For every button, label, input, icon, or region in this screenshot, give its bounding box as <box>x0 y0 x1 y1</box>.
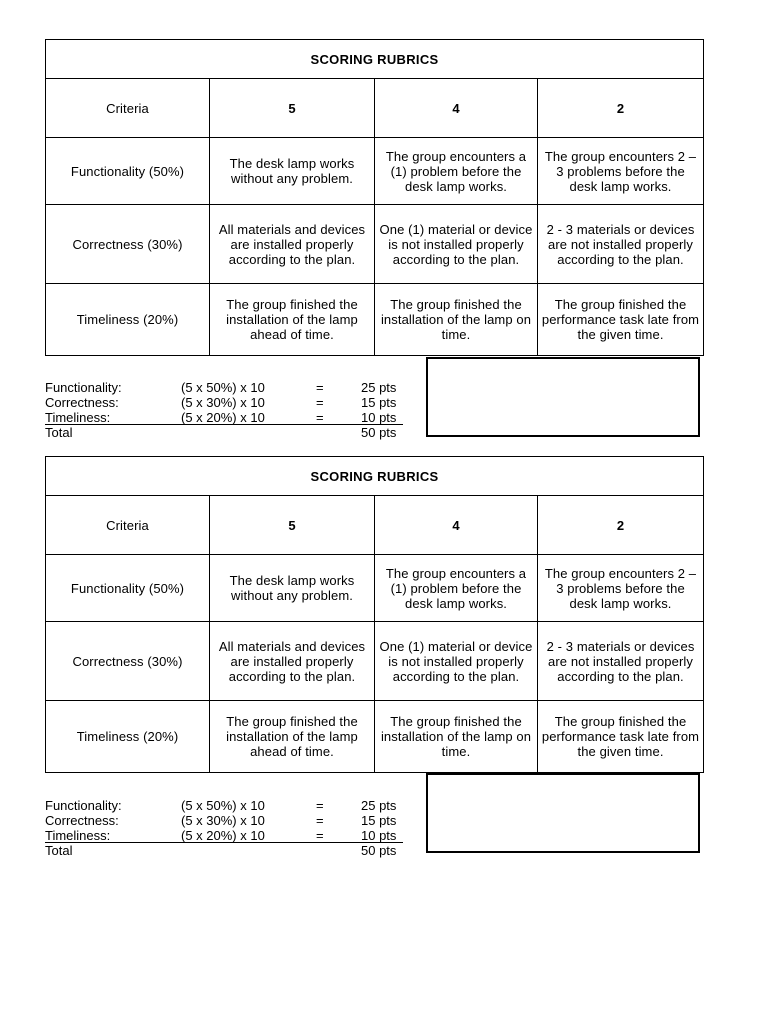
descriptor-4: The group finished the installation of the lamp on time. <box>375 701 538 773</box>
computation-row <box>45 410 403 425</box>
criterion-label: Correctness (30%) <box>46 205 210 284</box>
computation-row <box>45 813 405 828</box>
descriptor-2: 2 - 3 materials or devices are not installed properly according to the plan. <box>538 622 704 701</box>
computation-label: Correctness: <box>45 813 119 828</box>
descriptor-4: One (1) material or device is not installed properly according to the plan. <box>375 622 538 701</box>
total-row <box>45 843 405 858</box>
table-row <box>46 205 704 284</box>
criteria-header: Criteria <box>46 79 210 138</box>
scoring-rubric-2 <box>45 456 703 858</box>
score-answer-box[interactable] <box>426 357 700 437</box>
score-header-4: 4 <box>375 79 538 138</box>
equals-sign: = <box>316 380 324 395</box>
computation-points: 25 pts <box>361 380 397 395</box>
rubric-table <box>45 39 704 356</box>
descriptor-5: The desk lamp works without any problem. <box>210 555 375 622</box>
scoring-rubric-1 <box>45 39 703 440</box>
computation-row <box>45 798 405 813</box>
criterion-label: Functionality (50%) <box>46 138 210 205</box>
descriptor-2: The group encounters 2 – 3 problems before the desk lamp works. <box>538 555 704 622</box>
score-answer-box[interactable] <box>426 773 700 853</box>
equals-sign: = <box>316 410 324 425</box>
computation-points: 10 pts <box>361 410 397 425</box>
score-header-4: 4 <box>375 496 538 555</box>
equals-sign: = <box>316 828 324 843</box>
score-header-2: 2 <box>538 79 704 138</box>
table-row <box>46 622 704 701</box>
computation-row <box>45 828 403 843</box>
computation-label: Correctness: <box>45 395 119 410</box>
descriptor-5: The desk lamp works without any problem. <box>210 138 375 205</box>
rubric-title: SCORING RUBRICS <box>46 40 704 79</box>
computation-points: 25 pts <box>361 798 397 813</box>
descriptor-2: 2 - 3 materials or devices are not installed properly according to the plan. <box>538 205 704 284</box>
computation-label: Functionality: <box>45 380 122 395</box>
descriptor-5: The group finished the installation of the lamp ahead of time. <box>210 284 375 356</box>
equals-sign: = <box>316 395 324 410</box>
rubric-table <box>45 456 704 773</box>
score-header-2: 2 <box>538 496 704 555</box>
computation-formula: (5 x 50%) x 10 <box>181 798 265 813</box>
table-row <box>46 284 704 356</box>
computation-label: Timeliness: <box>45 828 111 843</box>
descriptor-5: All materials and devices are installed properly according to the plan. <box>210 205 375 284</box>
computation-formula: (5 x 20%) x 10 <box>181 828 265 843</box>
computation-formula: (5 x 30%) x 10 <box>181 395 265 410</box>
criterion-label: Timeliness (20%) <box>46 701 210 773</box>
total-label: Total <box>45 425 73 440</box>
descriptor-2: The group finished the performance task late from the given time. <box>538 284 704 356</box>
computation-row <box>45 395 405 410</box>
total-points: 50 pts <box>361 843 397 858</box>
score-header-5: 5 <box>210 79 375 138</box>
total-points: 50 pts <box>361 425 397 440</box>
descriptor-2: The group finished the performance task late from the given time. <box>538 701 704 773</box>
equals-sign: = <box>316 813 324 828</box>
descriptor-4: One (1) material or device is not installed properly according to the plan. <box>375 205 538 284</box>
computation-row <box>45 380 405 395</box>
descriptor-2: The group encounters 2 – 3 problems before the desk lamp works. <box>538 138 704 205</box>
computation-label: Functionality: <box>45 798 122 813</box>
rubric-title: SCORING RUBRICS <box>46 457 704 496</box>
computation-points: 15 pts <box>361 813 397 828</box>
criterion-label: Functionality (50%) <box>46 555 210 622</box>
score-computation <box>45 798 405 858</box>
total-row <box>45 425 405 440</box>
table-row <box>46 701 704 773</box>
descriptor-4: The group encounters a (1) problem before the desk lamp works. <box>375 138 538 205</box>
total-label: Total <box>45 843 73 858</box>
descriptor-5: The group finished the installation of the lamp ahead of time. <box>210 701 375 773</box>
descriptor-4: The group finished the installation of the lamp on time. <box>375 284 538 356</box>
descriptor-4: The group encounters a (1) problem before the desk lamp works. <box>375 555 538 622</box>
computation-points: 15 pts <box>361 395 397 410</box>
computation-points: 10 pts <box>361 828 397 843</box>
equals-sign: = <box>316 798 324 813</box>
computation-label: Timeliness: <box>45 410 111 425</box>
score-computation <box>45 380 405 440</box>
table-row <box>46 555 704 622</box>
computation-formula: (5 x 50%) x 10 <box>181 380 265 395</box>
criterion-label: Timeliness (20%) <box>46 284 210 356</box>
descriptor-5: All materials and devices are installed properly according to the plan. <box>210 622 375 701</box>
criterion-label: Correctness (30%) <box>46 622 210 701</box>
score-header-5: 5 <box>210 496 375 555</box>
computation-formula: (5 x 30%) x 10 <box>181 813 265 828</box>
table-row <box>46 138 704 205</box>
criteria-header: Criteria <box>46 496 210 555</box>
computation-formula: (5 x 20%) x 10 <box>181 410 265 425</box>
